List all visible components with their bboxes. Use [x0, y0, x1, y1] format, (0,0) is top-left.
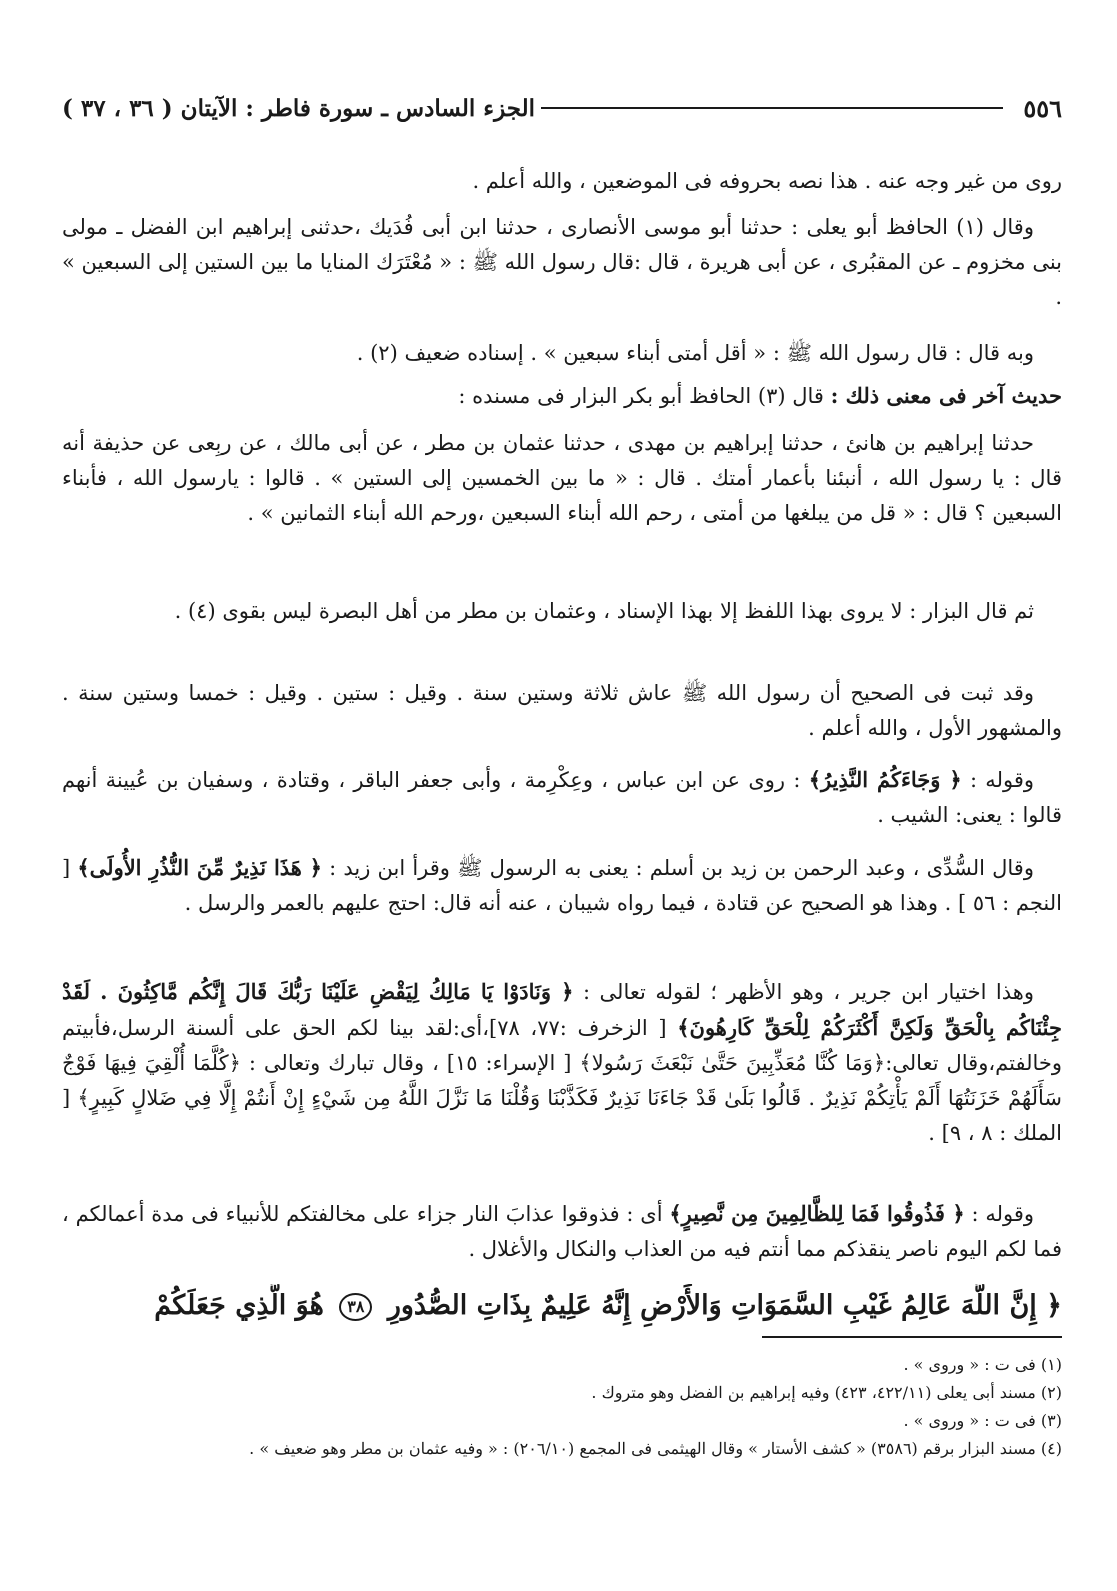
paragraph-7	[62, 676, 1062, 746]
paragraph-1	[62, 164, 1062, 199]
verse-text: ﴿ إِنَّ اللَّهَ عَالِمُ غَيْبِ السَّمَوَاتِ وَالأَرْضِ إِنَّهُ عَلِيمٌ بِذَاتِ الصُّدُورِ	[387, 1290, 1062, 1321]
paragraph-text: : روى عن ابن عباس ، وعِكْرِمة ، وأبى جعفر الباقر ، وقتادة ، وسفيان بن عُيينة أنهم قالوا : يعنى: الشيب .	[62, 768, 1062, 827]
paragraph-10	[62, 974, 1062, 1151]
paragraph-text: وبه قال : قال رسول الله ﷺ : « أقل أمتى أبناء سبعين » . إسناده ضعيف (٢) .	[356, 341, 1034, 365]
footnote-4: (٤) مسند البزار برقم (٣٥٨٦) « كشف الأستار » وقال الهيثمى فى المجمع (٢٠٦/١٠) : « وفيه عثمان بن مطر وهو ضعيف » .	[249, 1439, 1062, 1458]
paragraph-text: روى من غير وجه عنه . هذا نصه بحروفه فى الموضعين ، والله أعلم .	[472, 169, 1062, 193]
paragraph-text: وهذا اختيار ابن جرير ، وهو الأظهر ؛ لقوله تعالى :	[582, 980, 1034, 1004]
footnote-2: (٢) مسند أبى يعلى (٤٢٢/١١، ٤٢٣) وفيه إبراهيم بن الفضل وهو متروك .	[591, 1383, 1062, 1402]
paragraph-3	[62, 336, 1062, 371]
footnote-1: (١) فى ت : « وروى » .	[903, 1355, 1062, 1374]
running-title: الجزء السادس ـ سورة فاطر : الآيتان ( ٣٦ ، ٣٧ )	[62, 94, 535, 122]
paragraph-11	[62, 1196, 1062, 1267]
paragraph-text: قال (٣) الحافظ أبو بكر البزار فى مسنده :	[458, 384, 824, 408]
header-rule	[541, 107, 1003, 109]
footnote-rule	[762, 1336, 1062, 1338]
verse-text: هُوَ الَّذِي جَعَلَكُمْ	[154, 1290, 324, 1321]
paragraph-9	[62, 850, 1062, 921]
paragraph-text: أى : فذوقوا عذابَ النار جزاء على مخالفتكم للأنبياء فى مدة أعمالكم ، فما لكم اليوم ناصر ينقذكم مما أنتم فيه من العذاب والنكال والأغلال .	[62, 1202, 1062, 1261]
quran-quote: ﴿ هَذَا نَذِيرٌ مِّنَ النُّذُرِ الأُولَى﴾	[77, 855, 322, 880]
quran-verse-line	[62, 1284, 1062, 1328]
paragraph-6	[62, 594, 1062, 629]
ayah-number-marker: ٣٨	[339, 1293, 372, 1321]
paragraph-text: وقوله :	[969, 768, 1034, 792]
paragraph-4	[62, 378, 1062, 414]
book-page	[62, 0, 1062, 1591]
footnote-3: (٣) فى ت : « وروى » .	[903, 1411, 1062, 1430]
page-header	[62, 88, 1062, 128]
paragraph-text: ثم قال البزار : لا يروى بهذا اللفظ إلا بهذا الإسناد ، وعثمان بن مطر من أهل البصرة ليس بقوى (٤) .	[174, 599, 1034, 623]
paragraph-text: [ الزخرف :٧٧، ٧٨]،أى:لقد بينا لكم الحق على ألسنة الرسل،فأبيتم وخالفتم،وقال تعالى:﴿وَمَا كُنَّا مُعَذِّبِينَ حَتَّىٰ نَبْعَثَ رَسُولا﴾ [ الإسراء: ١٥] ، وقال تبارك وتعالى : ﴿كُلَّمَا أُلْقِيَ فِيهَا فَوْجٌ سَأَلَهُمْ خَزَنَتُهَا أَلَمْ يَأْتِكُمْ نَذِيرٌ . قَالُوا بَلَىٰ قَدْ جَاءَنَا نَذِيرٌ فَكَذَّبْنَا وَقُلْنَا مَا نَزَّلَ اللَّهُ مِن شَيْءٍ إِنْ أَنتُمْ إِلَّا فِي ضَلالٍ كَبِيرٍ﴾ [ الملك : ٨ ، ٩] .	[62, 1016, 1062, 1145]
paragraph-text: وقال (١) الحافظ أبو يعلى : حدثنا أبو موسى الأنصارى ، حدثنا ابن أبى فُدَيك ،حدثنى إبراهيم ابن الفضل ـ مولى بنى مخزوم ـ عن المقبُرى ، عن أبى هريرة ، قال :قال رسول الله ﷺ : « مُعْتَرَك المنايا ما بين الستين إلى السبعين » .	[62, 215, 1062, 309]
paragraph-text: [ النجم : ٥٦ ] . وهذا هو الصحيح عن قتادة ، فيما رواه شيبان ، عنه أنه قال: احتج عليهم بالعمر والرسل .	[62, 856, 1062, 915]
paragraph-text: حدثنا إبراهيم بن هانئ ، حدثنا إبراهيم بن مهدى ، حدثنا عثمان بن مطر ، عن أبى مالك ، عن ربِعى عن حذيفة أنه قال : يا رسول الله ، أنبئنا بأعمار أمتك . قال : « ما بين الخمسين إلى الستين » . قالوا : يارسول الله ، فأبناء السبعين ؟ قال : « قل من يبلغها من أمتى ، رحم الله أبناء السبعين ،ورحم الله أبناء الثمانين » .	[62, 431, 1062, 525]
paragraph-text: وقد ثبت فى الصحيح أن رسول الله ﷺ عاش ثلاثة وستين سنة . وقيل : ستين . وقيل : خمسا وستين سنة . والمشهور الأول ، والله أعلم .	[62, 681, 1062, 740]
paragraph-text: وقال السُّدِّى ، وعبد الرحمن بن زيد بن أسلم : يعنى به الرسول ﷺ وقرأ ابن زيد :	[329, 856, 1034, 880]
paragraph-5	[62, 426, 1062, 531]
quran-quote: ﴿ وَنَادَوْا يَا مَالِكُ لِيَقْضِ عَلَيْنَا رَبُّكَ قَالَ إِنَّكُم مَّاكِثُونَ . لَقَدْ جِئْنَاكُم بِالْحَقِّ وَلَكِنَّ أَكْثَرَكُمْ لِلْحَقِّ كَارِهُونَ﴾	[62, 979, 1062, 1040]
page-number: ٥٥٦	[1023, 93, 1062, 123]
paragraph-text: وقوله :	[971, 1202, 1035, 1226]
quran-quote: ﴿ وَجَاءَكُمُ النَّذِيرُ﴾	[808, 767, 962, 792]
paragraph-2	[62, 210, 1062, 315]
paragraph-8	[62, 762, 1062, 833]
quran-quote: ﴿ فَذُوقُوا فَمَا لِلظَّالِمِينَ مِن نَّصِيرٍ﴾	[669, 1201, 965, 1226]
section-heading: حديث آخر فى معنى ذلك :	[830, 383, 1062, 408]
